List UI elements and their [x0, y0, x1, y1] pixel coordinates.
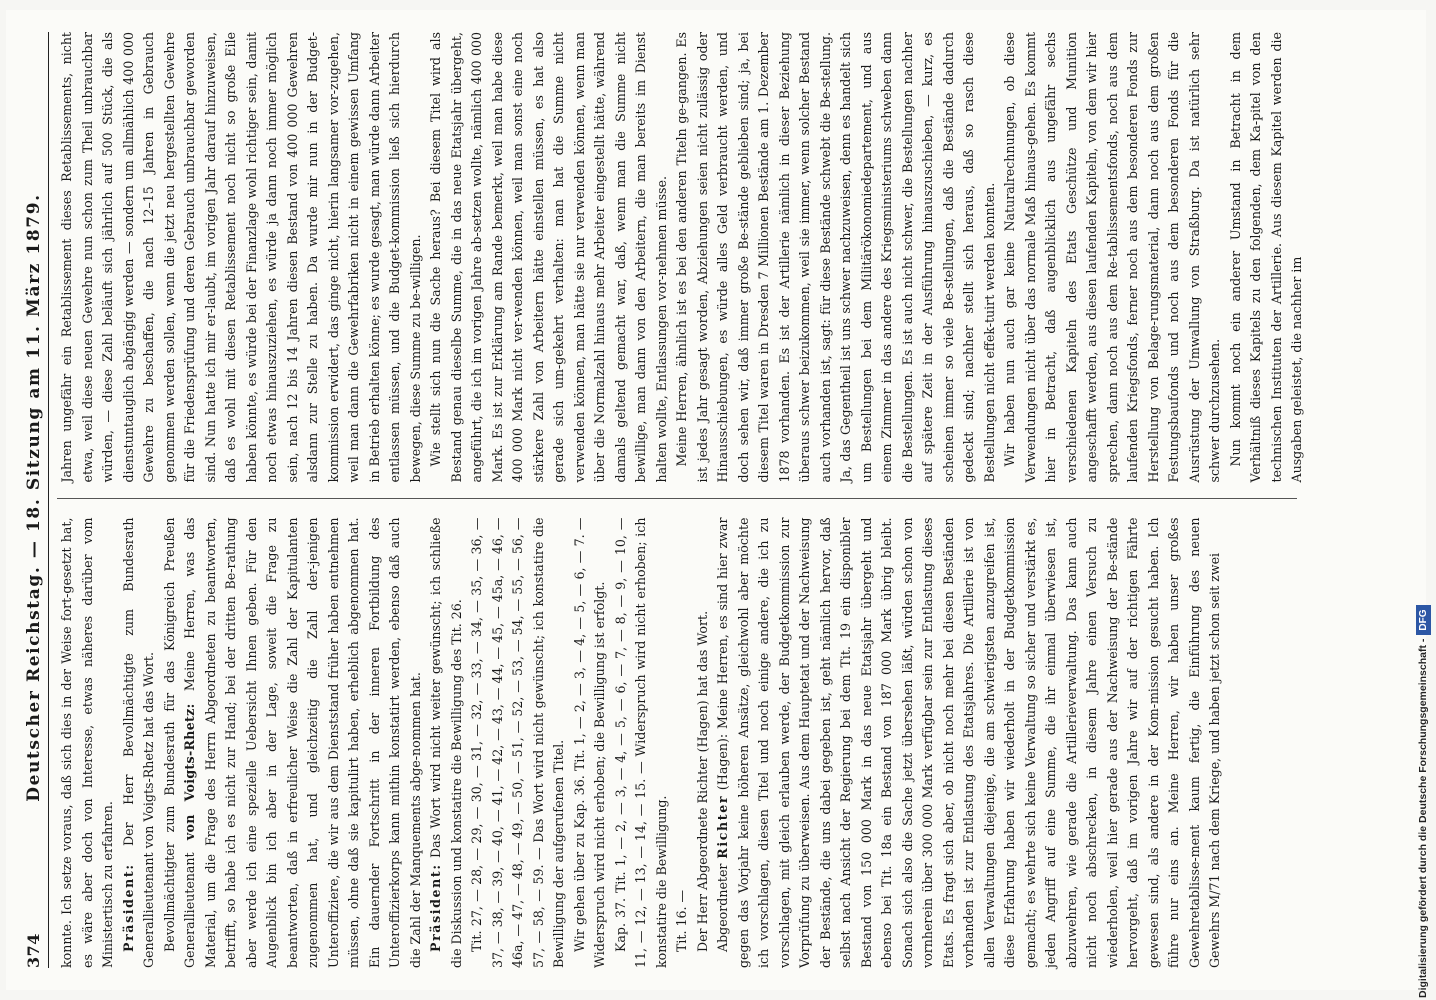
paragraph: Tit. 16. — — [674, 889, 689, 952]
paragraph: Wie stellt sich nun die Sache heraus? Bei diesem Titel wird als Bestand genau dieselbe Summe, die in das neue Etatsjahr übergeht, angeführt, die ich im vorigen Jahre ab-setzen wollte, nämlich 400 000 Mark. Es ist zur Erklärung am Rande bemerkt, weil man habe diese 400 000 Mark nicht ver-wenden können, weil man sonst eine noch stärkere Zahl von Arbeitern hätte einstellen müssen, es hat also gerade sich um-gekehrt verhalten: man hat die Summe nicht verwenden können, man hätte sie nur verwenden können, wenn man über die Normalzahl hinaus mehr Arbeiter eingestellt hätte, während damals geltend gemacht war, daß, wenn man die Summe nicht bewillige, man dann von den Arbeitern, die man bereits im Dienst halten wollte, Entlassungen vor-nehmen müsse. — [428, 32, 669, 483]
running-title: Deutscher Reichstag. — 18. Sitzung am 11. März 1879. — [24, 193, 44, 802]
page-number: 374 — [24, 933, 43, 968]
paragraph: Kap. 37. Tit. 1, — 2, — 3, — 4, — 5, — 6, — 7, — 8, — 9, — 10, — 11, — 12, — 13, — 14, — 15. — Widerspruch wird nicht erhoben; ich konstatire die Bewilligung. — [612, 517, 669, 968]
paragraph: konnte. Ich setze voraus, daß sich dies in der Weise fort-gesetzt hat, es wäre aber doch von Interesse, etwas näheres darüber vom Ministertisch zu erfahren. — [59, 517, 115, 968]
paragraph: Wir haben nun auch gar keine Naturalrechnungen, ob diese Verwendungen nicht über das normale Maß hinaus-gehen. Es kommt hier in Betracht, daß augenblicklich aus ungefähr sechs verschiedenen Kapiteln des Etats Geschütze und Munition angeschafft werden, aus diesen laufenden Kapiteln, von dem wir hier sprechen, dann noch aus dem Re-tablissementsfonds, noch aus dem laufenden Kriegsfonds, ferner noch aus dem besonderen Fonds zur Herstellung von Belage-rungsmaterial, dann noch aus dem großen Festungsbaufonds und noch aus dem besonderen Fonds für die Ausrüstung der Umwallung von Straßburg. Da ist natürlich sehr schwer durchzusehen. — [1002, 32, 1222, 483]
speaker-label: Präsident: — [428, 863, 443, 952]
paragraph: Wir gehen über zu Kap. 36. Tit. 1, — 2, — 3, — 4, — 5, — 6, — 7. — Widerspruch wird nicht erhoben; die Bewilligung ist erfolgt. — [571, 517, 607, 968]
paragraph: Jahren ungefähr ein Retablissement dieses Retablissements, nicht etwa, weil diese neuen Gewehre nun schon zum Theil unbrauchbar würden, — diese Zahl beläuft sich jährlich auf 500 Stück, die als dienstuntauglich abgängig werden — sondern um allmählich 400 000 Gewehre zu beschaffen, die nach 12–15 Jahren in Gebrauch genommen werden sollen, wenn die jetzt neu hergestellten Gewehre für die Friedensprüfung und deren Gebrauch unbrauchbar geworden sind. Nun hatte ich mir er-laubt, im vorigen Jahr darauf hinzuweisen, daß es wohl mit diesen Retablissement noch nicht so große Eile haben könnte, es würde bei der Finanzlage wohl richtiger sein, damit noch etwas hinauszuziehen, es würde ja dann noch immer möglich sein, nach 12 bis 14 Jahren diesen Bestand von 400 000 Gewehren alsdann zur Stelle zu haben. Da wurde mir nun in der Budget-kommission erwidert, das ginge nicht, hierin langsamer vor-zugehen, weil man dann die Gewehrfabriken nicht in einem gewissen Umfang in Betrieb erhalten könne; es wurde gesagt, man würde dann Arbeiter entlassen müssen, und die Budget-kommission ließ sich hierdurch bewegen, diese Summe zu be-willigen. — [59, 32, 423, 483]
page-header — [24, 32, 49, 968]
paragraph: Präsident: Der Herr Bevollmächtigte zum Bundesrath Generallieutenant von Voigts-Rhetz hat das Wort. — [120, 517, 156, 968]
left-column — [57, 518, 1297, 969]
digitization-credit — [1404, 8, 1430, 998]
speaker-label: Präsident: — [120, 863, 136, 952]
paragraph: Nun kommt noch ein anderer Umstand in Betracht in dem Verhältniß dieses Kapitels zu den folgenden, dem Ka-pitel von den technischen Instituten der Artillerie. Aus diesem Kapitel werden die Ausgaben geleistet, die nachher im — [1227, 32, 1304, 483]
dfg-logo: DFG — [1416, 606, 1431, 635]
speaker-name: von Voigts-Rhetz: — [182, 703, 197, 841]
text-columns — [57, 32, 1304, 968]
paragraph: Der Herr Abgeordnete Richter (Hagen) hat das Wort. — [694, 610, 710, 952]
document-page — [6, 10, 1426, 990]
paragraph: Tit. 27, — 28, — 29, — 30, — 31, — 32, — 33, — 34, — 35, — 36, — 37, — 38, — 39, — 40, — 41, — 42, — 43, — 44, — 45, — 45a, — 46, — 46a, — 47, — 48, — 49, — 50, — 51, — 52, — 53, — 54, — 55, — 56, — 57, — 58, — 59. — Das Wort wird nicht gewünscht; ich konstatire die Bewilligung der aufgerufenen Titel. — [469, 517, 566, 968]
right-column — [57, 32, 1304, 500]
credit-text: Digitalisierung gefördert durch die Deutsche Forschungsgemeinschaft - — [1417, 638, 1429, 998]
paragraph: Bevollmächtigter zum Bundesrath für das Königreich Preußen Generallieutenant von Voigts-Rhetz: Meine Herren, was das Material, um die Frage des Herrn Abgeordneten zu beantworten, betrifft, so habe ich es nicht zur Hand; bei der dritten Be-rathung aber werde ich eine spezielle Uebersicht Ihnen geben. Für den Augenblick bin ich aber in der Lage, soweit die Frage zu beantworten, daß in erfreulicher Weise die Zahl der Kapitulanten zugenommen hat, und gleichzeitig die Zahl der-jenigen Unteroffiziere, die wir aus dem Dienststand früher haben entnehmen müssen, ohne daß sie kapitulirt haben, erheblich abgenommen hat. Ein dauernder Fortschritt in der inneren Fortbildung des Unteroffizierkorps kann mithin konstatirt werden, ebenso daß auch die Zahl der Manquements abge-nommen hat. — [161, 517, 423, 968]
paragraph: Präsident: Das Wort wird nicht weiter gewünscht; ich schließe die Diskussion und konstatire die Bewilligung des Tit. 26. — [428, 517, 464, 968]
paragraph: Meine Herren, ähnlich ist es bei den anderen Titeln ge-gangen. Es ist jedes Jahr gesagt worden, Abziehungen seien nicht zulässig oder Hinausschiebungen, es würde alles Geld verbraucht werden, und doch sehen wir, daß immer große Be-stände geblieben sind; ja, bei diesem Titel waren in Dresden 7 Millionen Bestände am 1. Dezember 1878 vorhanden. Es ist der Artillerie nämlich in dieser Beziehung überaus schwer beizukommen, weil sie immer, wenn solcher Bestand auch vorhanden ist, sagt: für diese Bestände schwebt die Be-stellung. Ja, das Gegentheil ist uns schwer nachzuweisen, denn es handelt sich um Bestellungen bei dem Militärökonomiedepartement, und aus einem Zimmer in das andere des Kriegsministeriums schweben dann die Bestellungen. Es ist auch nicht schwer, die Bestellungen nachher auf spätere Zeit in der Ausführung hinauszuschieben, — kurz, es scheinen immer so viele Be-stellungen, daß die Bestände dadurch gedeckt sind; nachher stellt sich heraus, daß so rasch diese Bestellungen nicht effek-tuirt werden konnten. — [674, 32, 997, 483]
speaker-name: Richter — [715, 794, 730, 859]
paragraph: Abgeordneter Richter (Hagen): Meine Herren, es sind hier zwar gegen das Vorjahr keine höheren Ansätze, gleichwohl aber möchte ich vorschlagen, diesen Titel und noch einige andere, die ich zu vorschlagen, mit gleich erlauben werde, der Budgetkommission zur Vorprüfung zu überweisen. Aus dem Hauptetat und der Nachweisung der Bestände, die uns dabei gegeben ist, geht nämlich hervor, daß selbst nach Ansicht der Regierung bei dem Tit. 19 ein disponibler Bestand von 150 000 Mark in das neue Etatsjahr übergeht und ebenso bei Tit. 18a ein Bestand von 187 000 Mark übrig bleibt. Sonach sich also die Sache jetzt übersehen läßt, würden schon von vornherein über 300 000 Mark verfügbar sein zur Entlastung dieses Etats. Es fragt sich aber, ob nicht noch mehr bei diesen Beständen vorhanden ist zur Entlastung des Etatsjahres. Die Artillerie ist von allen Verwaltungen diejenige, die am schwierigsten anzugreifen ist, diese Erfahrung haben wir wiederholt in der Budgetkommission gemacht; es wehrte sich keine Verwaltung so sicher und verstärkt es, jeden Angriff auf eine Summe, die ihr einmal überwiesen ist, abzuwehren, wie gerade die Artillerieverwaltung. Das kann auch nicht noch abschrecken, in diesem Jahre einen Versuch zu wiederholen, weil hier gerade aus der Nachweisung der Be-stände hervorgeht, daß im vorigen Jahre wir auf der richtigen Fährte gewesen sind, als andere in der Kom-mission gesucht haben. Ich führe nur eins an. Meine Herren, wir haben unser großes Gewehretablisse-ment kaum fertig, die Einführung des neuen Gewehrs M/71 nach dem Kriege, und haben jetzt schon seit zwei — [715, 517, 1222, 968]
